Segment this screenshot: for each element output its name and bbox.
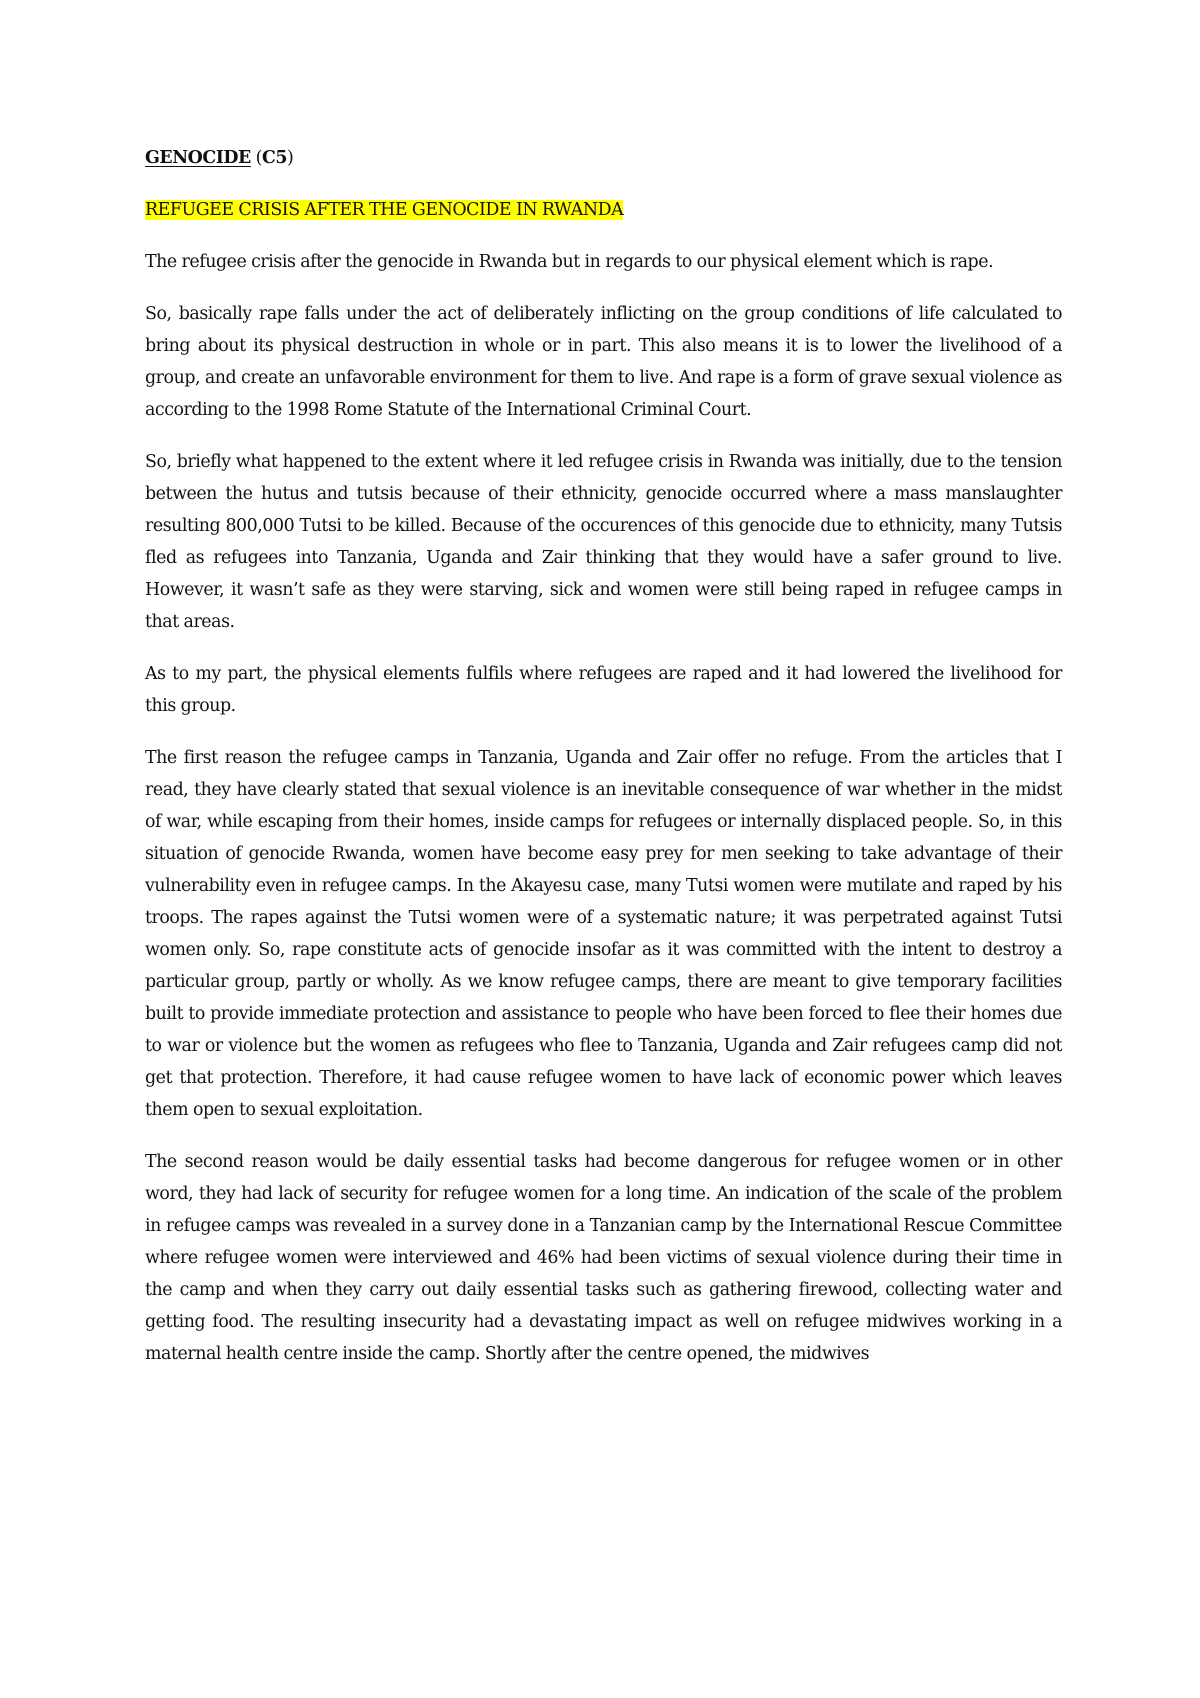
title-code: C5: [262, 148, 288, 168]
highlighted-heading-text: REFUGEE CRISIS AFTER THE GENOCIDE IN RWANDA: [145, 200, 624, 220]
title-code-close: ): [287, 148, 294, 168]
title-code-open: (: [250, 148, 262, 168]
paragraph: As to my part, the physical elements fulfils where refugees are raped and it had lowered the livelihood for this group.: [145, 664, 1062, 716]
paragraph: So, basically rape falls under the act of deliberately inflicting on the group conditions of life calculated to bring about its physical destruction in whole or in part. This also means it is to lower the livelihood of a group, and create an unfavorable environment for them to live. And rape is a form of grave sexual violence as according to the 1998 Rome Statute of the International Criminal Court.: [145, 304, 1062, 420]
document-title: [145, 142, 1062, 174]
section-heading: [145, 194, 1062, 226]
paragraph: The first reason the refugee camps in Tanzania, Uganda and Zair offer no refuge. From the articles that I read, they have clearly stated that sexual violence is an inevitable consequence of war whether in the midst of war, while escaping from their homes, inside camps for refugees or internally displaced people. So, in this situation of genocide Rwanda, women have become easy prey for men seeking to take advantage of their vulnerability even in refugee camps. In the Akayesu case, many Tutsi women were mutilate and raped by his troops. The rapes against the Tutsi women were of a systematic nature; it was perpetrated against Tutsi women only. So, rape constitute acts of genocide insofar as it was committed with the intent to destroy a particular group, partly or wholly. As we know refugee camps, there are meant to give temporary facilities built to provide immediate protection and assistance to people who have been forced to flee their homes due to war or violence but the women as refugees who flee to Tanzania, Uganda and Zair refugees camp did not get that protection. Therefore, it had cause refugee women to have lack of economic power which leaves them open to sexual exploitation.: [145, 748, 1062, 1120]
title-text: GENOCIDE: [145, 148, 251, 168]
paragraph: So, briefly what happened to the extent where it led refugee crisis in Rwanda was initially, due to the tension between the hutus and tutsis because of their ethnicity, genocide occurred where a mass manslaughter resulting 800,000 Tutsi to be killed. Because of the occurences of this genocide due to ethnicity, many Tutsis fled as refugees into Tanzania, Uganda and Zair thinking that they would have a safer ground to live. However, it wasn’t safe as they were starving, sick and women were still being raped in refugee camps in that areas.: [145, 452, 1062, 632]
paragraph: The second reason would be daily essential tasks had become dangerous for refugee women or in other word, they had lack of security for refugee women for a long time. An indication of the scale of the problem in refugee camps was revealed in a survey done in a Tanzanian camp by the International Rescue Committee where refugee women were interviewed and 46% had been victims of sexual violence during their time in the camp and when they carry out daily essential tasks such as gathering firewood, collecting water and getting food. The resulting insecurity had a devastating impact as well on refugee midwives working in a maternal health centre inside the camp. Shortly after the centre opened, the midwives: [145, 1152, 1062, 1364]
paragraph: The refugee crisis after the genocide in Rwanda but in regards to our physical element which is rape.: [145, 252, 994, 272]
document-body: [145, 142, 1062, 1390]
